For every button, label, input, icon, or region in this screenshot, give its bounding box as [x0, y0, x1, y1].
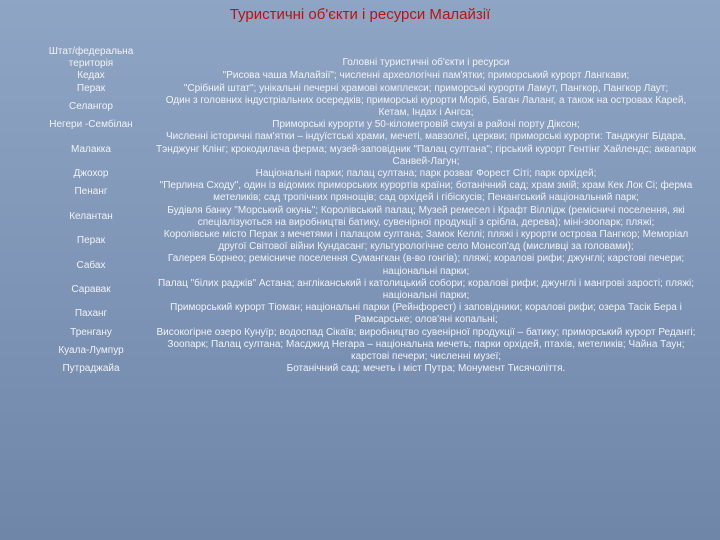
table-header: [28, 46, 698, 70]
table-row: [28, 131, 698, 168]
table-row: [28, 83, 698, 95]
state-cell: Пенанг: [74, 186, 108, 198]
state-cell: Саравак: [71, 283, 111, 295]
table-row: [28, 253, 698, 277]
state-cell: Келантан: [69, 210, 113, 222]
attractions-cell: Ботанічний сад; мечеть і міст Путра; Монумент Тисячоліття.: [286, 363, 566, 375]
attractions-cell: Галерея Борнео; ремісниче поселення Сумангкан (в-во гонгів); пляжі; коралові рифи; джунглі; карстові печери; національні парки;: [167, 253, 685, 277]
attractions-cell: Приморський курорт Тіоман; національні парки (Рейнфорест) і заповідники; коралові рифи; озера Тасік Бера і Рамсарське; олов'яні копальні;: [170, 302, 682, 326]
attractions-cell: Численні історичні пам'ятки – індуїстські храми, мечеті, мавзолеї, церкви; приморські курорти: Танджунг Бідара, Тэнджунг Клінг; крокодилача ферма; музей-заповідник "Палац султана"; гірський курорт Гентінг Хайлендс; аквапарк Санвей-Лагун;: [156, 131, 696, 167]
table-row: [28, 180, 698, 204]
attractions-cell: Приморські курорти у 50-кілометровій смузі в районі порту Діксон;: [272, 119, 580, 131]
state-cell: Перак: [76, 235, 106, 247]
table-row: [28, 70, 698, 82]
attractions-cell: Один з головних індустріальних осередків; приморські курорти Моріб, Баган Лаланг, а також на островах Карей, Кетам, Індах і Ангса;: [165, 94, 687, 119]
table-row: [28, 302, 698, 326]
table-row: [28, 363, 698, 375]
state-cell: Путраджайа: [62, 363, 120, 375]
table-row: [28, 278, 698, 302]
table-row: [28, 229, 698, 253]
table-row: [28, 119, 698, 131]
table-row: [28, 327, 698, 339]
attractions-table: [28, 46, 698, 375]
attractions-cell: "Перлина Сходу", один із відомих приморських курортів країни; ботанічний сад; храм змій; храм Кек Лок Сі; ферма метеликів; сад тропічних прянощів; сад орхідей і гібіскусів; Пенангський національний парк;: [159, 180, 693, 204]
state-cell: Кедах: [77, 70, 105, 82]
table-body: [28, 70, 698, 375]
state-cell: Перак: [76, 82, 106, 94]
state-cell: Джохор: [73, 168, 109, 180]
attractions-cell: Національні парки; палац султана; парк розваг Форест Сіті; парк орхідей;: [255, 168, 597, 180]
attractions-cell: Королівське місто Перак з мечетями і палацом султана; Замок Келлі; пляжі і курорти острова Пангкор; Меморіал другої Світової війни Кундасанг; культурологічне село Монсоп'ад (мисливці за головами);: [163, 229, 689, 253]
table-row: [28, 205, 698, 229]
state-cell: Куала-Лумпур: [58, 344, 124, 356]
header-attractions: Головні туристичні об'єкти і ресурси: [342, 57, 510, 69]
state-cell: Селангор: [69, 100, 113, 112]
state-cell: Тренгану: [70, 326, 112, 338]
header-state: Штат/федеральна територія: [48, 46, 134, 70]
attractions-cell: Зоопарк; Палац султана; Масджид Негара – національна мечеть; парки орхідей, птахів, метеликів; Чайна Таун; карстові печери; численні музеї;: [167, 338, 685, 363]
state-cell: Паханг: [74, 308, 108, 320]
attractions-cell: Будівля банку "Морський окунь"; Королівський палац; Музей ремесел і Крафт Віллідж (ремісничі поселення, які спеціалізуються на виробництві батику, сувенірної продукції з срібла, дерева); міні-зоопарк; пляжі;: [167, 204, 685, 228]
attractions-cell: "Срібний штат"; унікальні печерні храмові комплекси; приморські курорти Ламут, Пангкор, Пангкор Лаут;: [183, 82, 669, 94]
state-cell: Сабах: [76, 259, 106, 271]
attractions-cell: "Рисова чаша Малайзії"; численні археологічні пам'ятки; приморський курорт Лангкави;: [222, 70, 630, 82]
attractions-cell: Високогірне озеро Кунуїр; водоспад Сікаїв; виробництво сувенірної продукції – батику; приморський курорт Редангі;: [156, 326, 696, 338]
table-row: [28, 95, 698, 119]
attractions-cell: Палац "білих раджів" Астана; англіканський і католицький собори; коралові рифи; джунглі і мангрові зарості; пляжі; національні парки;: [157, 277, 695, 302]
table-row: [28, 339, 698, 363]
state-cell: Негери -Сембілан: [49, 119, 133, 131]
slide-title: Туристичні об'єкти і ресурси Малайзії: [229, 6, 491, 23]
table-row: [28, 168, 698, 180]
state-cell: Малакка: [71, 143, 111, 155]
